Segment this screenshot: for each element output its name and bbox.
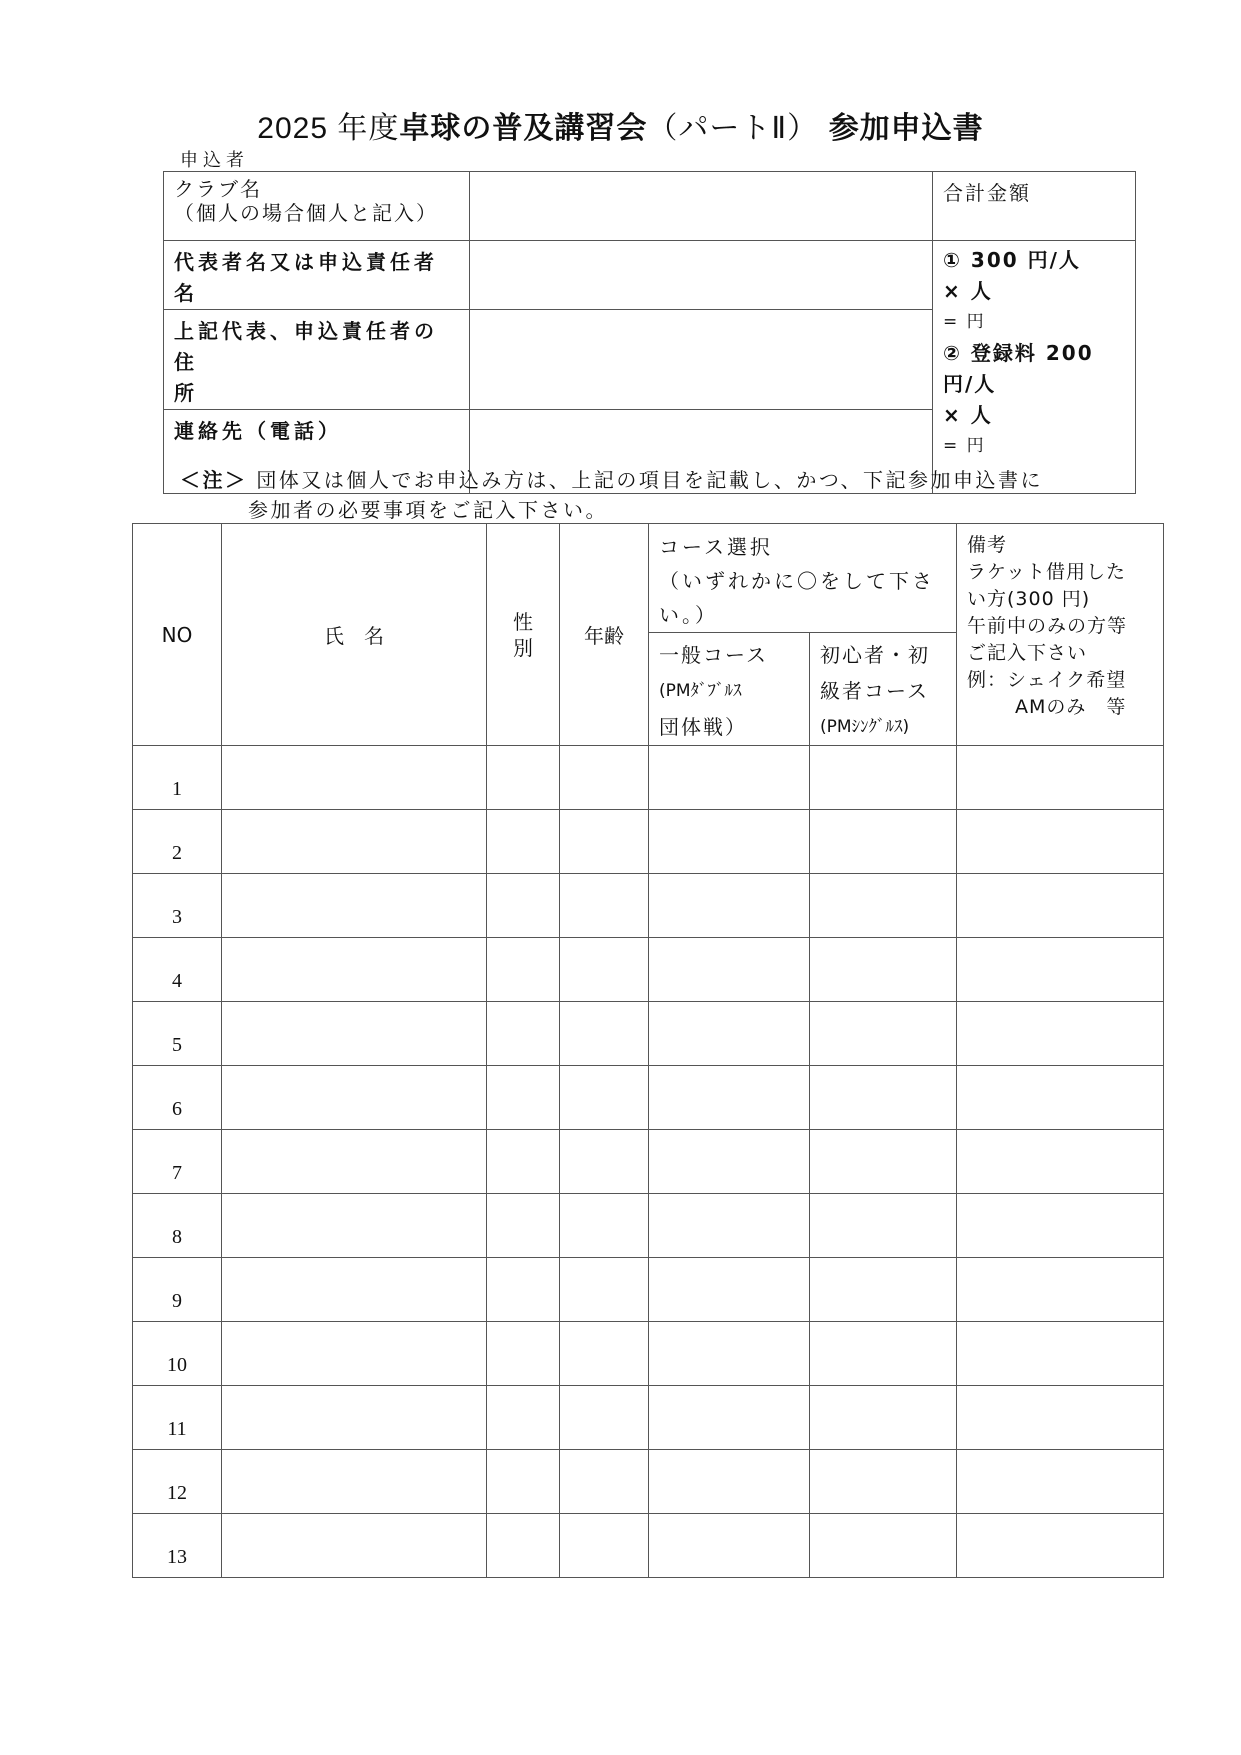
fee-line-7: = 円 [943,436,986,456]
remarks-field[interactable] [957,1194,1164,1258]
contact-label: 連絡先（電話） [174,419,342,443]
general-course-field[interactable] [649,1066,810,1130]
fee-line-6: × 人 [943,403,993,427]
beginner-course-detail: (PMｼﾝｸﾞﾙｽ) [820,717,910,737]
row-number: 6 [133,1066,222,1130]
age-field[interactable] [560,1130,649,1194]
row-number: 5 [133,1002,222,1066]
title-year: 2025 年度 [257,112,400,145]
gender-field[interactable] [487,1066,560,1130]
name-field[interactable] [222,746,487,810]
header-course-instruction: （いずれかに〇をして下さ [659,569,935,593]
beginner-course-field[interactable] [810,1066,957,1130]
header-no: NO [133,524,222,746]
table-row [133,746,1164,810]
header-remarks [957,524,1164,746]
gender-field[interactable] [487,810,560,874]
general-course-field[interactable] [649,1194,810,1258]
general-course-field[interactable] [649,1002,810,1066]
fee-line-1: ① 300 円/人 [943,248,1081,272]
notice [180,465,1043,525]
beginner-course-field[interactable] [810,810,957,874]
row-number: 9 [133,1258,222,1322]
table-row [133,1386,1164,1450]
representative-label-cell [164,241,470,310]
notice-line-2: 参加者の必要事項をご記入下さい。 [248,498,608,522]
name-field[interactable] [222,1386,487,1450]
gender-field[interactable] [487,1514,560,1578]
page-title [0,103,1241,147]
row-number: 13 [133,1514,222,1578]
gender-field[interactable] [487,1130,560,1194]
general-course-field[interactable] [649,1130,810,1194]
fee-line-4: ② 登録料 200 [943,341,1094,365]
name-field[interactable] [222,1258,487,1322]
notice-line-1: 団体又は個人でお申込み方は、上記の項目を記載し、かつ、下記参加申込書に [256,468,1044,492]
table-row [133,1002,1164,1066]
header-age: 年齢 [560,524,649,746]
beginner-course-field[interactable] [810,1194,957,1258]
remarks-field[interactable] [957,746,1164,810]
fee-line-2: × 人 [943,279,993,303]
general-course-field[interactable] [649,1514,810,1578]
header-gender-1: 性 [513,609,533,634]
remarks-field[interactable] [957,1450,1164,1514]
gender-field[interactable] [487,1002,560,1066]
representative-label-cont: 名 [174,281,198,305]
age-field[interactable] [560,1514,649,1578]
general-course-field[interactable] [649,938,810,1002]
header-course-title: コース選択 [659,535,773,559]
name-field[interactable] [222,938,487,1002]
beginner-course-label-cont: 級者コース [820,679,929,703]
name-field[interactable] [222,1514,487,1578]
remarks-field[interactable] [957,1002,1164,1066]
age-field[interactable] [560,1386,649,1450]
header-general-course [649,633,810,746]
name-field[interactable] [222,1066,487,1130]
general-course-field[interactable] [649,1322,810,1386]
age-field[interactable] [560,1322,649,1386]
applicant-label: 申込者 [180,150,249,171]
remarks-field[interactable] [957,1514,1164,1578]
address-field[interactable] [470,310,933,410]
beginner-course-field[interactable] [810,746,957,810]
address-label-cont: 所 [174,381,198,405]
header-gender-2: 別 [513,635,533,660]
age-field[interactable] [560,1450,649,1514]
name-field[interactable] [222,1322,487,1386]
title-part: （パートⅡ） [647,111,819,146]
gender-field[interactable] [487,874,560,938]
age-field[interactable] [560,1194,649,1258]
beginner-course-field[interactable] [810,1322,957,1386]
remark-line-6: 例：シェイク希望 [967,669,1127,691]
beginner-course-field[interactable] [810,1258,957,1322]
row-number: 2 [133,810,222,874]
remark-line-2: ラケット借用した [967,561,1127,583]
participant-table [132,523,1164,1578]
table-row [133,1066,1164,1130]
remarks-field[interactable] [957,1130,1164,1194]
gender-field[interactable] [487,1322,560,1386]
title-main: 卓球の普及講習会 [399,111,648,146]
table-row [133,1514,1164,1578]
age-field[interactable] [560,746,649,810]
participant-rows [133,746,1164,1578]
remarks-field[interactable] [957,810,1164,874]
general-course-field[interactable] [649,874,810,938]
header-beginner-course [810,633,957,746]
row-number: 7 [133,1130,222,1194]
age-field[interactable] [560,1066,649,1130]
general-course-detail: (PMﾀﾞﾌﾞﾙｽ [659,681,742,701]
name-field[interactable] [222,1194,487,1258]
fee-line-3: = 円 [943,312,986,332]
table-row [133,1258,1164,1322]
notice-head: ＜注＞ [180,468,248,492]
total-amount-label: 合計金額 [943,181,1031,205]
address-label: 上記代表、申込責任者の住 [174,319,438,374]
table-row [133,1130,1164,1194]
beginner-course-field[interactable] [810,1450,957,1514]
representative-label: 代表者名又は申込責任者 [174,250,438,274]
applicant-info-table [163,171,1136,494]
gender-field[interactable] [487,746,560,810]
total-amount-field[interactable] [933,172,1136,241]
age-field[interactable] [560,810,649,874]
remark-line-4: 午前中のみの方等 [967,615,1128,637]
general-course-field[interactable] [649,1450,810,1514]
club-name-field[interactable] [470,172,933,241]
remark-line-5: ご記入下さい [967,642,1088,664]
table-row [133,1322,1164,1386]
age-field[interactable] [560,1258,649,1322]
gender-field[interactable] [487,1258,560,1322]
row-number: 4 [133,938,222,1002]
name-field[interactable] [222,874,487,938]
beginner-course-field[interactable] [810,874,957,938]
beginner-course-field[interactable] [810,1130,957,1194]
row-number: 12 [133,1450,222,1514]
row-number: 1 [133,746,222,810]
header-course-instruction-cont: い。） [659,603,718,627]
remark-line-7: AMのみ 等 [1015,696,1127,718]
gender-field[interactable] [487,1450,560,1514]
remark-line-3: い方(300 円) [967,588,1091,610]
table-row [133,938,1164,1002]
name-field[interactable] [222,1002,487,1066]
age-field[interactable] [560,938,649,1002]
row-number: 3 [133,874,222,938]
table-row [133,1194,1164,1258]
remarks-field[interactable] [957,1386,1164,1450]
row-number: 11 [133,1386,222,1450]
header-course-select [649,524,957,633]
general-course-detail-cont: 団体戦） [659,715,747,739]
beginner-course-field[interactable] [810,1002,957,1066]
name-field[interactable] [222,1130,487,1194]
remarks-field[interactable] [957,874,1164,938]
club-label-cell [164,172,470,241]
club-label: クラブ名 [174,177,262,201]
general-course-field[interactable] [649,810,810,874]
remark-title: 備考 [967,534,1008,556]
remarks-field[interactable] [957,1066,1164,1130]
general-course-label: 一般コース [659,643,768,667]
row-number: 10 [133,1322,222,1386]
address-label-cell [164,310,470,410]
general-course-field[interactable] [649,1258,810,1322]
row-number: 8 [133,1194,222,1258]
name-field[interactable] [222,1450,487,1514]
table-row [133,1450,1164,1514]
title-suffix: 参加申込書 [828,111,984,146]
beginner-course-field[interactable] [810,1386,957,1450]
header-gender [487,524,560,746]
name-field[interactable] [222,810,487,874]
general-course-field[interactable] [649,746,810,810]
beginner-course-field[interactable] [810,938,957,1002]
gender-field[interactable] [487,1386,560,1450]
gender-field[interactable] [487,1194,560,1258]
remarks-field[interactable] [957,938,1164,1002]
beginner-course-field[interactable] [810,1514,957,1578]
gender-field[interactable] [487,938,560,1002]
age-field[interactable] [560,1002,649,1066]
beginner-course-label: 初心者・初 [820,643,930,667]
fee-line-5: 円/人 [943,372,997,396]
general-course-field[interactable] [649,1386,810,1450]
table-row [133,810,1164,874]
age-field[interactable] [560,874,649,938]
club-label-note: （個人の場合個人と記入） [174,201,438,225]
remarks-field[interactable] [957,1258,1164,1322]
table-row [133,874,1164,938]
remarks-field[interactable] [957,1322,1164,1386]
fee-calculation-cell [933,241,1136,494]
representative-name-field[interactable] [470,241,933,310]
header-name: 氏 名 [222,524,487,746]
